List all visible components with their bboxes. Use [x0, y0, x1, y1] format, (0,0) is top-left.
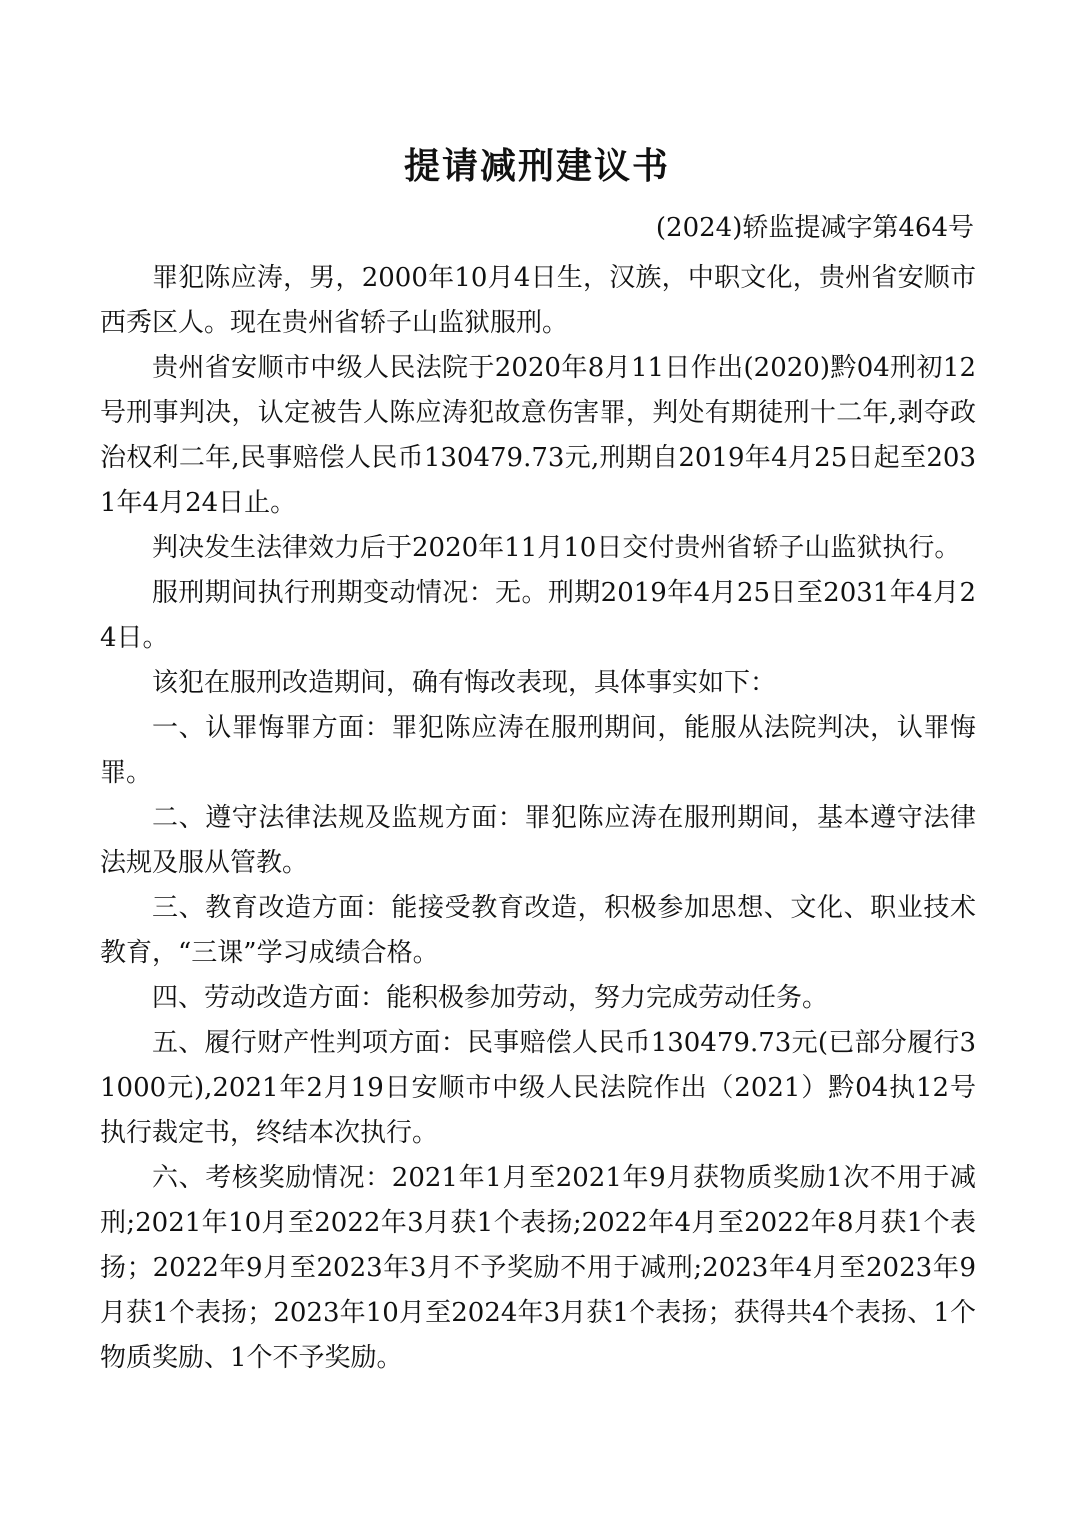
paragraph-item-3: 三、教育改造方面：能接受教育改造，积极参加思想、文化、职业技术教育，“三课”学习成绩合格。	[100, 893, 976, 968]
document-body	[100, 256, 976, 1381]
paragraph-item-6: 六、考核奖励情况：2021年1月至2021年9月获物质奖励1次不用于减刑;2021年10月至2022年3月获1个表扬;2022年4月至2022年8月获1个表扬；2022年9月至2023年3月不予奖励不用于减刑;2023年4月至2023年9月获1个表扬；2023年10月至2024年3月获1个表扬；获得共4个表扬、1个物质奖励、1个不予奖励。	[100, 1163, 976, 1373]
paragraph-item-5: 五、履行财产性判项方面：民事赔偿人民币130479.73元(已部分履行31000元),2021年2月19日安顺市中级人民法院作出（2021）黔04执12号执行裁定书，终结本次执行。	[100, 1028, 976, 1148]
paragraph-sentence-change: 服刑期间执行刑期变动情况：无。刑期2019年4月25日至2031年4月24日。	[100, 578, 976, 653]
paragraph-criminal-info: 罪犯陈应涛，男，2000年10月4日生，汉族，中职文化，贵州省安顺市西秀区人。现在贵州省轿子山监狱服刑。	[100, 263, 976, 338]
document-number: (2024)轿监提减字第464号	[655, 213, 974, 243]
document-title: 提请减刑建议书	[403, 146, 670, 187]
paragraph-repentance-intro: 该犯在服刑改造期间，确有悔改表现，具体事实如下：	[152, 668, 777, 698]
paragraph-item-1: 一、认罪悔罪方面：罪犯陈应涛在服刑期间，能服从法院判决，认罪悔罪。	[100, 713, 976, 788]
paragraph-item-4: 四、劳动改造方面：能积极参加劳动，努力完成劳动任务。	[152, 983, 829, 1013]
paragraph-judgment: 贵州省安顺市中级人民法院于2020年8月11日作出(2020)黔04刑初12号刑事判决，认定被告人陈应涛犯故意伤害罪，判处有期徒刑十二年,剥夺政治权利二年,民事赔偿人民币130479.73元,刑期自2019年4月25日起至2031年4月24日止。	[100, 353, 977, 518]
paragraph-delivery: 判决发生法律效力后于2020年11月10日交付贵州省轿子山监狱执行。	[152, 533, 961, 563]
paragraph-item-2: 二、遵守法律法规及监规方面：罪犯陈应涛在服刑期间，基本遵守法律法规及服从管教。	[100, 803, 976, 878]
